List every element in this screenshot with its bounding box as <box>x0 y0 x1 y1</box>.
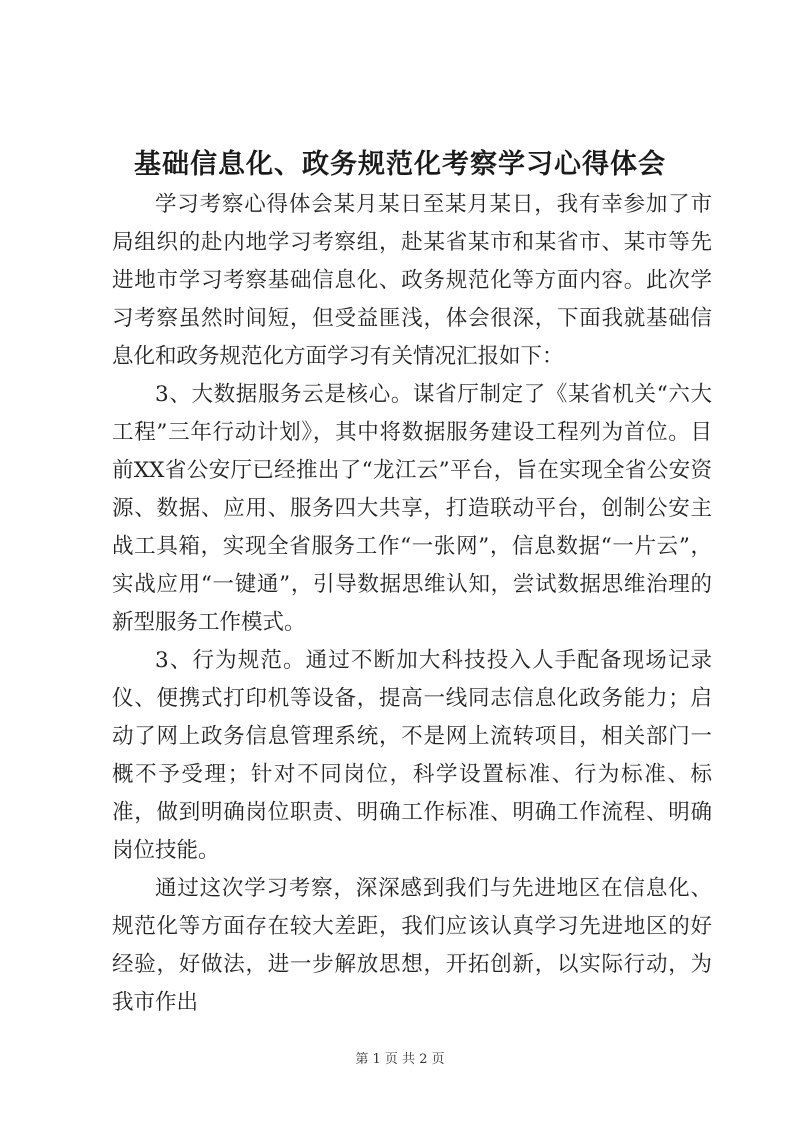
paragraph-intro: 学习考察心得体会某月某日至某月某日，我有幸参加了市局组织的赴内地学习考察组，赴某省某市和某省市、某市等先进地市学习考察基础信息化、政务规范化等方面内容。此次学习考察虽然时间短，但受益匪浅，体会很深，下面我就基础信息化和政务规范化方面学习有关情况汇报如下： <box>112 192 712 369</box>
paragraph-behavior-norms: 3、行为规范。通过不断加大科技投入人手配备现场记录仪、便携式打印机等设备，提高一线同志信息化政务能力；启动了网上政务信息管理系统，不是网上流转项目，相关部门一概不予受理；针对不同岗位，科学设置标准、行为标准、标准，做到明确岗位职责、明确工作标准、明确工作流程、明确岗位技能。 <box>112 648 712 863</box>
paragraph-big-data-cloud: 3、大数据服务云是核心。谋省厅制定了《某省机关“六大工程”三年行动计划》，其中将数据服务建设工程列为首位。目前XX省公安厅已经推出了“龙江云”平台，旨在实现全省公安资源、数据、应用、服务四大共享，打造联动平台，创制公安主战工具箱，实现全省服务工作“一张网”，信息数据“一片云”，实战应用“一键通”，引导数据思维认知，尝试数据思维治理的新型服务工作模式。 <box>112 382 712 635</box>
page-number: 第 1 页 共 2 页 <box>355 1052 445 1067</box>
document-title: 基础信息化、政务规范化考察学习心得体会 <box>134 149 666 180</box>
page-footer <box>0 1048 800 1067</box>
document-body <box>112 186 712 1022</box>
paragraph-conclusion: 通过这次学习考察，深深感到我们与先进地区在信息化、规范化等方面存在较大差距，我们应该认真学习先进地区的好经验，好做法，进一步解放思想，开拓创新，以实际行动，为我市作出 <box>112 876 712 1015</box>
